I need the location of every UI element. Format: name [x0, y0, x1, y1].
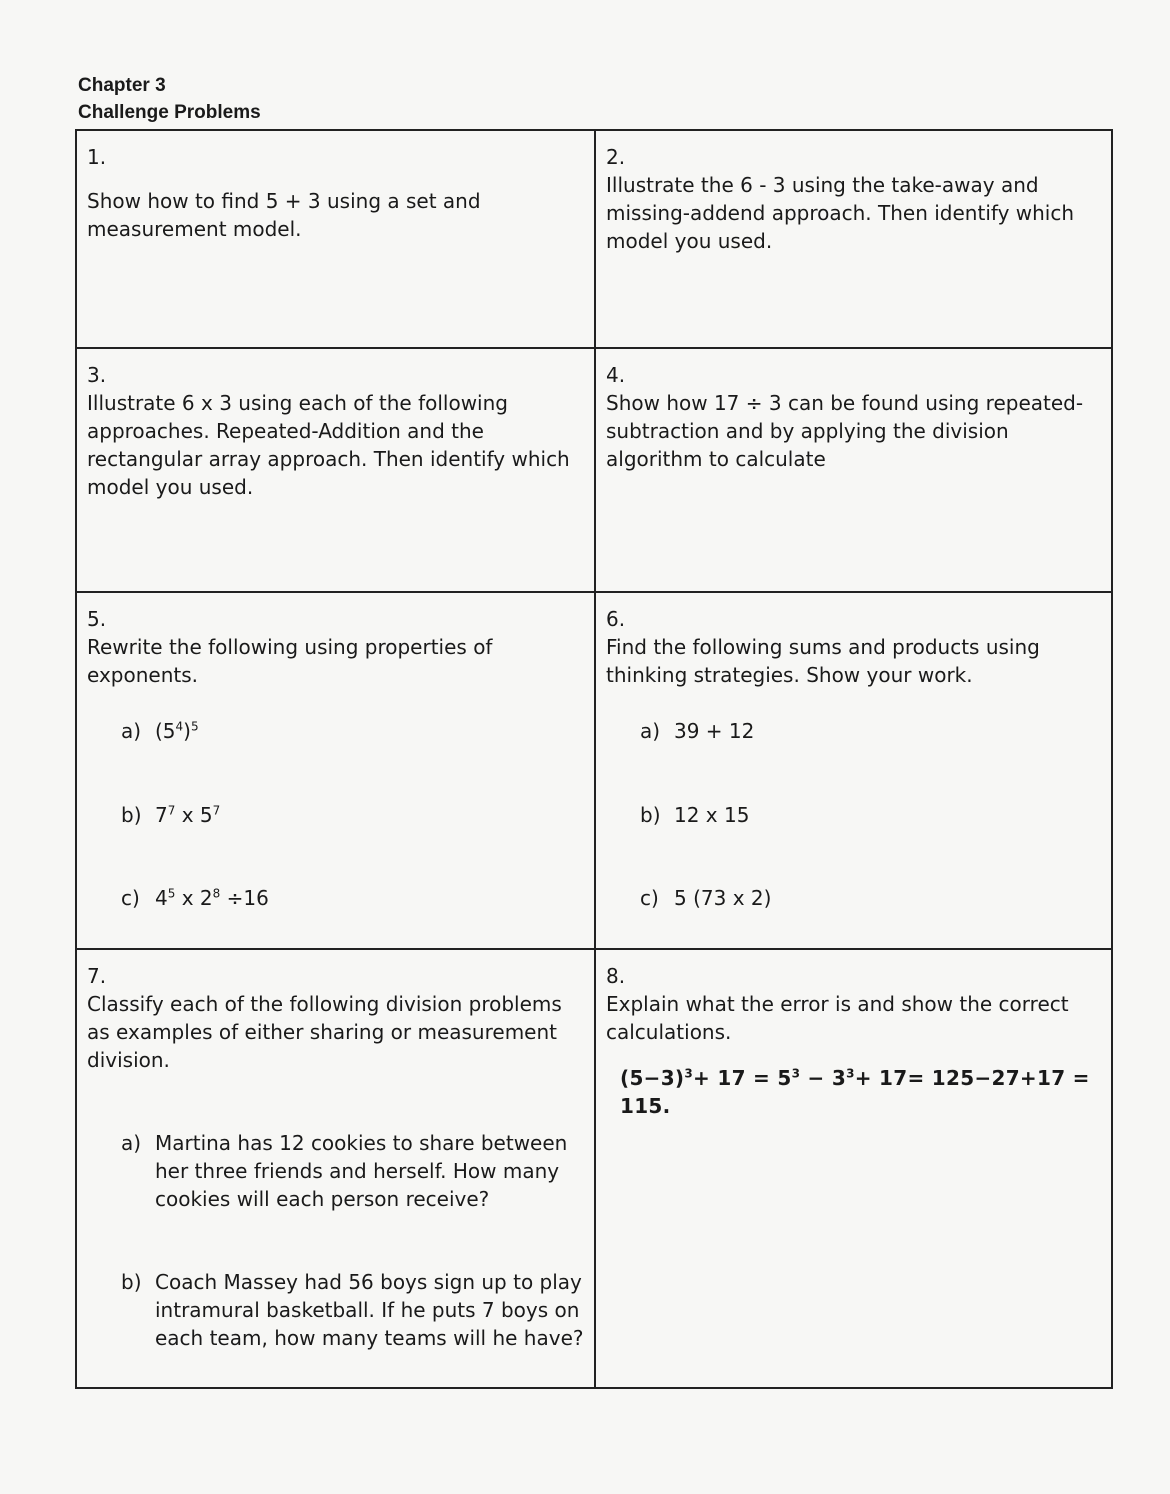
problem-6 — [596, 593, 1111, 948]
section-title: Challenge Problems — [78, 102, 261, 123]
problem-8 — [596, 950, 1111, 1387]
list-item — [640, 884, 1101, 912]
item-label: c) — [640, 886, 659, 910]
problem-text: Find the following sums and products using thinking strategies. Show your work. — [606, 635, 1040, 687]
problems-table — [75, 129, 1113, 1389]
list-item — [121, 717, 584, 745]
item-expression: 5 (73 x 2) — [674, 886, 772, 910]
item-label: a) — [121, 719, 142, 743]
problem-number: 8. — [606, 964, 626, 988]
problem-number: 1. — [87, 145, 107, 169]
chapter-title: Chapter 3 — [78, 75, 166, 96]
item-expression: $4^5$ x $2^8 \div 16$ — [155, 886, 269, 910]
problem-4 — [596, 349, 1111, 591]
exponent-list — [87, 717, 584, 912]
table-row — [77, 131, 1111, 349]
item-label: b) — [640, 803, 661, 827]
problem-1 — [77, 131, 596, 347]
list-item — [121, 1268, 584, 1352]
problem-number: 2. — [606, 145, 626, 169]
problem-2 — [596, 131, 1111, 347]
item-expression: $7^7$ x $5^7$ — [155, 803, 221, 827]
problem-7 — [77, 950, 596, 1387]
item-label: c) — [121, 886, 140, 910]
item-text: Martina has 12 cookies to share between her three friends and herself. How many cookies will each person receive? — [155, 1131, 568, 1211]
division-list — [87, 1129, 584, 1352]
item-label: b) — [121, 803, 142, 827]
problem-text: Show how to find 5 + 3 using a set and measurement model. — [87, 189, 481, 241]
item-expression: 12 x 15 — [674, 803, 750, 827]
item-label: b) — [121, 1270, 142, 1294]
problem-text: Show how 17 ÷ 3 can be found using repeated-subtraction and by applying the division algorithm to calculate — [606, 391, 1084, 471]
table-row — [77, 593, 1111, 950]
problem-text: Rewrite the following using properties of exponents. — [87, 635, 493, 687]
item-expression: $(5^4)^5$ — [155, 719, 199, 743]
problem-number: 7. — [87, 964, 107, 988]
problem-number: 5. — [87, 607, 107, 631]
item-label: a) — [121, 1131, 142, 1155]
list-item — [121, 801, 584, 829]
equation: $(5-3)^3+ 17 = 5^3 - 3^3+ 17= 125-27+17 = 115$. — [620, 1066, 1090, 1118]
table-row — [77, 950, 1111, 1387]
problem-number: 4. — [606, 363, 626, 387]
item-text: Coach Massey had 56 boys sign up to play intramural basketball. If he puts 7 boys on each team, how many teams will he have? — [155, 1270, 584, 1350]
problem-3 — [77, 349, 596, 591]
problem-5 — [77, 593, 596, 948]
list-item — [121, 884, 584, 912]
problem-text: Explain what the error is and show the correct calculations. — [606, 992, 1069, 1044]
problem-text: Classify each of the following division problems as examples of either sharing or measurement division. — [87, 992, 562, 1072]
problem-text: Illustrate the 6 - 3 using the take-away and missing-addend approach. Then identify which model you used. — [606, 173, 1075, 253]
strategy-list — [606, 717, 1101, 912]
problem-number: 6. — [606, 607, 626, 631]
list-item — [640, 717, 1101, 745]
item-expression: 39 + 12 — [674, 719, 755, 743]
list-item — [121, 1129, 584, 1213]
item-label: a) — [640, 719, 661, 743]
table-row — [77, 349, 1111, 593]
problem-number: 3. — [87, 363, 107, 387]
problem-text: Illustrate 6 x 3 using each of the following approaches. Repeated-Addition and the rectangular array approach. Then identify which model you used. — [87, 391, 570, 499]
list-item — [640, 801, 1101, 829]
